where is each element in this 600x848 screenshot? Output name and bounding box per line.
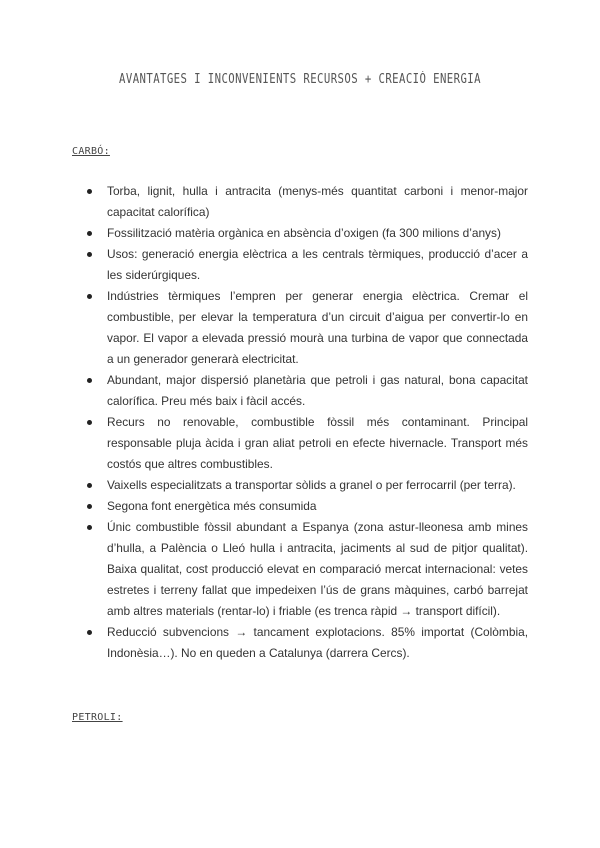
bullet-icon <box>87 504 92 509</box>
list-item-text: Segona font energètica més consumida <box>107 499 317 513</box>
bullet-icon <box>87 630 92 635</box>
list-item <box>72 370 528 412</box>
list-item <box>72 622 528 664</box>
list-item <box>72 223 528 244</box>
list-item-text: Únic combustible fòssil abundant a Espanya (zona astur-lleonesa amb mines d’hulla, a Palència o Lleó hulla i antracita, jaciments al sud de pitjor qualitat). Baixa qualitat, cost producció elevat en comparació mercat internacional: vetes estretes i terreny fallat que impedeixen l’ús de grans màquines, carbó barrejat amb altres materials (rentar-lo) i friable (es trenca ràpid → transport difícil). <box>107 520 528 618</box>
list-item <box>72 496 528 517</box>
section-heading-carbo: CARBÓ: <box>72 146 110 157</box>
list-item-text: Vaixells especialitzats a transportar sòlids a granel o per ferrocarril (per terra). <box>107 478 516 492</box>
bullet-icon <box>87 294 92 299</box>
list-item-text: Usos: generació energia elèctrica a les centrals tèrmiques, producció d’acer a les siderúrgiques. <box>107 247 528 282</box>
list-item-text: Abundant, major dispersió planetària que petroli i gas natural, bona capacitat calorífica. Preu més baix i fàcil accés. <box>107 373 528 408</box>
list-item <box>72 517 528 622</box>
bullet-icon <box>87 252 92 257</box>
list-item <box>72 244 528 286</box>
bullet-icon <box>87 189 92 194</box>
list-item-text: Recurs no renovable, combustible fòssil més contaminant. Principal responsable pluja àcida i gran aliat petroli en efecte hivernacle. Transport més costós que altres combustibles. <box>107 415 528 471</box>
bullet-icon <box>87 231 92 236</box>
list-item <box>72 412 528 475</box>
list-item-text: Torba, lignit, hulla i antracita (menys-més quantitat carboni i menor-major capacitat calorífica) <box>107 184 528 219</box>
section-heading-petroli: PETROLI: <box>72 712 123 723</box>
list-item-text: Reducció subvencions → tancament explotacions. 85% importat (Colòmbia, Indonèsia…). No en queden a Catalunya (darrera Cercs). <box>107 625 528 660</box>
bullet-icon <box>87 378 92 383</box>
carbo-bullet-list <box>72 181 528 664</box>
bullet-icon <box>87 483 92 488</box>
list-item <box>72 286 528 370</box>
page-title: AVANTATGES I INCONVENIENTS RECURSOS + CREACIÓ ENERGIA <box>119 72 481 87</box>
list-item-text: Fossilització matèria orgànica en absència d’oxigen (fa 300 milions d’anys) <box>107 226 501 240</box>
list-item <box>72 475 528 496</box>
bullet-icon <box>87 525 92 530</box>
list-item-text: Indústries tèrmiques l’empren per generar energia elèctrica. Cremar el combustible, per elevar la temperatura d’un circuit d’aigua per convertir-lo en vapor. El vapor a elevada pressió mourà una turbina de vapor que connectada a un generador generarà electricitat. <box>107 289 528 366</box>
bullet-icon <box>87 420 92 425</box>
list-item <box>72 181 528 223</box>
